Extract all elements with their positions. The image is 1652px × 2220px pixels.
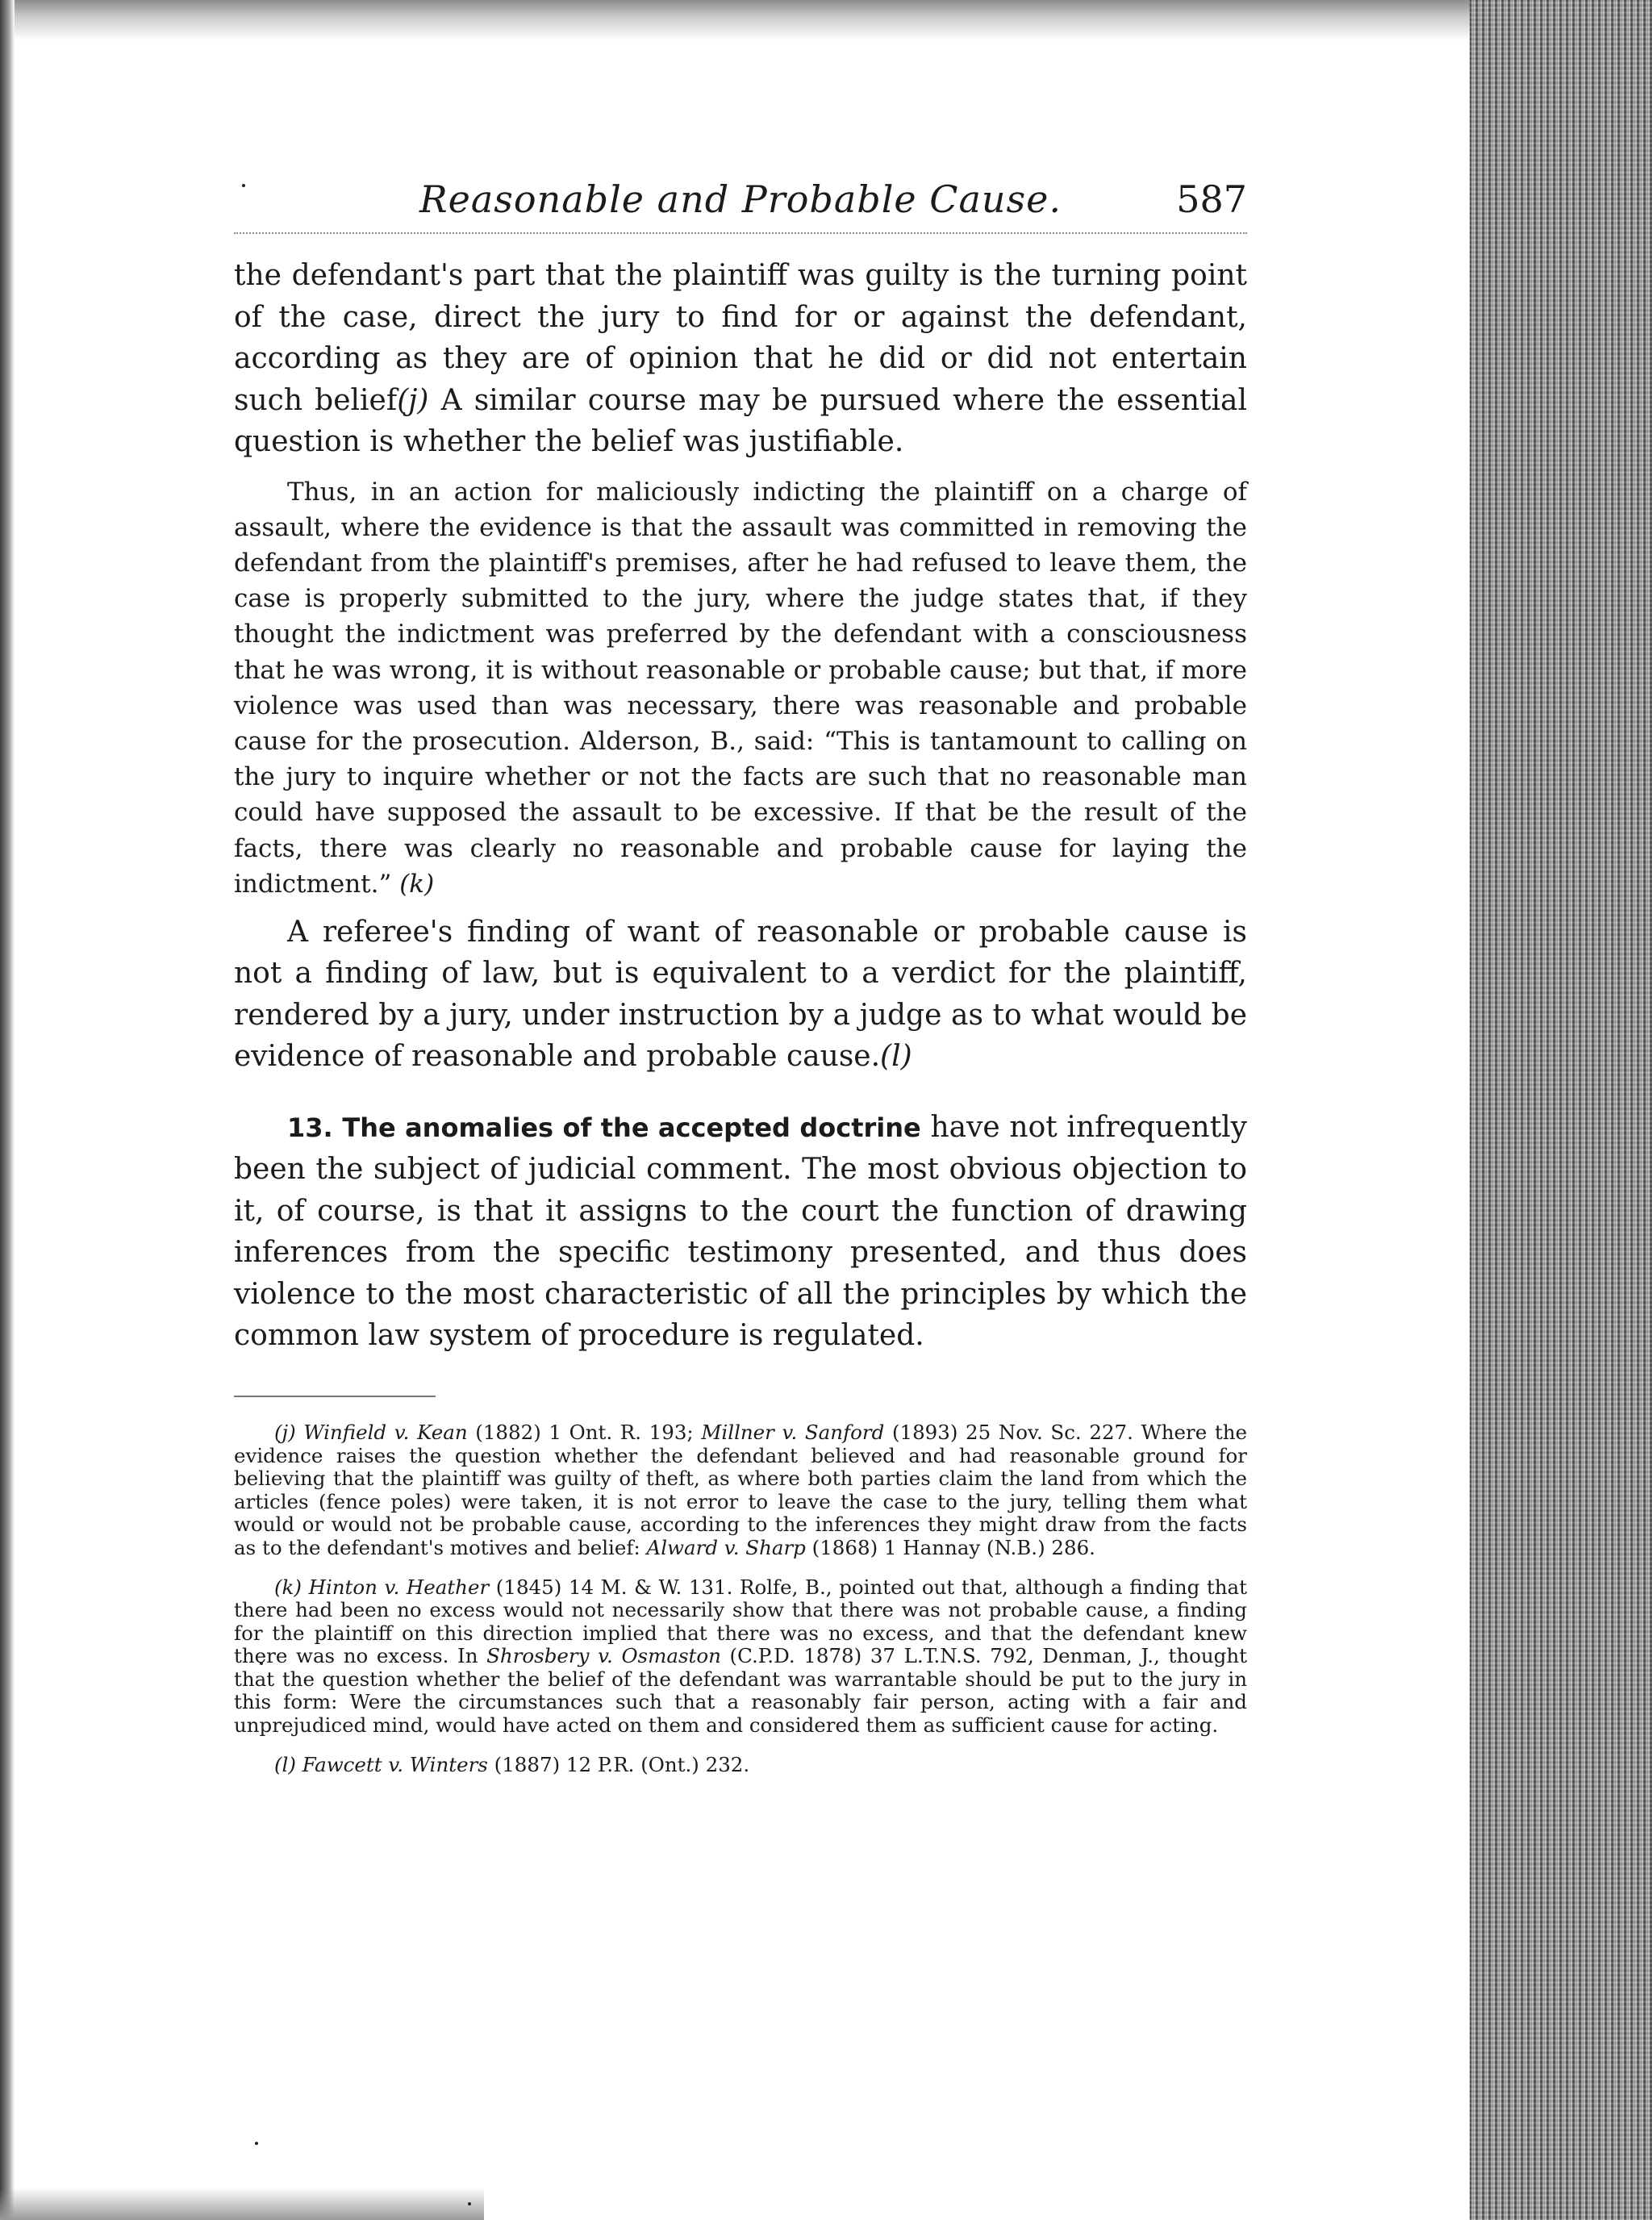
citation: (1893) 25 Nov. Sc. 227. bbox=[884, 1420, 1133, 1444]
citation: (1845) 14 M. & W. 131. bbox=[489, 1575, 733, 1599]
footnote-ref-l: (l) bbox=[880, 1040, 912, 1074]
citation: (1887) 12 P.R. (Ont.) 232. bbox=[487, 1752, 750, 1776]
paragraph-assault-example bbox=[234, 474, 1247, 902]
header-rule bbox=[234, 232, 1247, 234]
section-number: 13. bbox=[287, 1112, 333, 1143]
paragraph-text: A referee's finding of want of reasonable or probable cause is not a finding of law, but is equivalent to a verdict for the plaintiff, rendered by a jury, under instruction by a judge as to what would be evidence of reasonable and probable cause. bbox=[234, 915, 1247, 1074]
paragraph-text: Thus, in an action for maliciously indicting the plaintiff on a charge of assault, where the evidence is that the assault was committed in removing the defendant from the plaintiff's premises, after he had refused to leave them, the case is properly submitted to the jury, where the judge states that, if they thought the indictment was preferred by the defendant with a consciousness that he was wrong, it is without reasonable or probable cause; but that, if more violence was used than was necessary, there was reasonable and probable cause for the prosecution. Alderson, B., said: “This is tantamount to calling on the jury to inquire whether or not the facts are such that no reasonable man could have supposed the assault to be excessive. If that be the result of the facts, there was clearly no reasonable and probable cause for laying the indictment.” bbox=[234, 477, 1247, 899]
footnote-mark: (l) bbox=[274, 1752, 296, 1776]
case-name: Winfield v. Kean bbox=[303, 1420, 468, 1444]
book-edge-right bbox=[1470, 0, 1652, 2220]
case-name: Hinton v. Heather bbox=[308, 1575, 490, 1599]
case-name: Shrosbery v. Osmaston bbox=[486, 1644, 721, 1668]
paragraph-text: the defendant's part that the plaintiff was guilty is the turning point of the case, direct the jury to find for or against the defendant, according as they are of opinion that he did or did not entertain such belief bbox=[234, 259, 1247, 417]
citation: (1882) 1 Ont. R. 193; bbox=[467, 1420, 702, 1444]
footnote-ref-j: (j) bbox=[397, 383, 429, 417]
running-head bbox=[234, 161, 1247, 234]
case-name: Alward v. Sharp bbox=[646, 1535, 806, 1559]
page-number: 587 bbox=[1176, 177, 1247, 221]
paragraph-referee-finding bbox=[234, 912, 1247, 1078]
scan-speck bbox=[255, 2142, 258, 2145]
paragraph-text: have not infrequently been the subject of judicial comment. The most obvious objection to it, of course, is that it assigns to the court the function of drawing inferences from the specific testimony presented, and thus does violence to the most characteristic of all the principles by which the common law system of procedure is regulated. bbox=[234, 1110, 1248, 1353]
scan-speck bbox=[468, 2202, 471, 2205]
footnote-j bbox=[234, 1421, 1247, 1560]
footnote-l bbox=[234, 1754, 1247, 1777]
footnote-mark: (j) bbox=[274, 1420, 296, 1444]
case-name: Fawcett v. Winters bbox=[302, 1752, 488, 1776]
book-page bbox=[234, 161, 1247, 1776]
scan-shadow-top bbox=[0, 0, 1470, 40]
citation: (1868) 1 Hannay (N.B.) 286. bbox=[805, 1535, 1095, 1559]
citation: (C.P.D. 1878) 37 L.T.N.S. 792, bbox=[720, 1644, 1034, 1668]
footnote-text: Where the evidence raises the question whether the defendant believed and had reasonable ground for believing that the plaintiff was guilty of theft, as where both parties claim the land from which the articles (fence poles) were taken, it is not error to leave the case to the jury, telling them what would or would not be probable cause, according to the inferences they might draw from the facts as to the defendant's motives and belief: bbox=[234, 1420, 1248, 1559]
footnote-text: Rolfe, B., pointed out that, although a finding that there had been no excess would not necessarily show that there was not probable cause, a finding for the plaintiff on this direction implied that there was no excess, and that the defendant knew there was no excess. In bbox=[234, 1575, 1247, 1668]
footnote-text: Denman, J., thought that the question whether the belief of the defendant was warrantable should be put to the jury in this form: Were the circumstances such that a reasonably fair person, acting with a fair and unprejudiced mind, would have acted on them and considered them as sufficient cause for acting. bbox=[234, 1644, 1247, 1738]
footnote-k bbox=[234, 1576, 1247, 1738]
section-13-paragraph bbox=[234, 1107, 1247, 1357]
footnote-ref-k: (k) bbox=[399, 869, 435, 899]
scan-shadow-left bbox=[0, 0, 15, 2220]
footnote-mark: (k) bbox=[274, 1575, 302, 1599]
paragraph-continuation bbox=[234, 255, 1247, 463]
paragraph-text: A similar course may be pursued where the essential question is whether the belief was justifiable. bbox=[234, 383, 1247, 458]
section-heading: The anomalies of the accepted doctrine bbox=[342, 1112, 921, 1143]
case-name: Millner v. Sanford bbox=[701, 1420, 885, 1444]
footnote-rule bbox=[234, 1396, 436, 1397]
scan-shadow-bottom bbox=[0, 2188, 484, 2220]
running-title: Reasonable and Probable Cause. bbox=[419, 177, 1062, 221]
